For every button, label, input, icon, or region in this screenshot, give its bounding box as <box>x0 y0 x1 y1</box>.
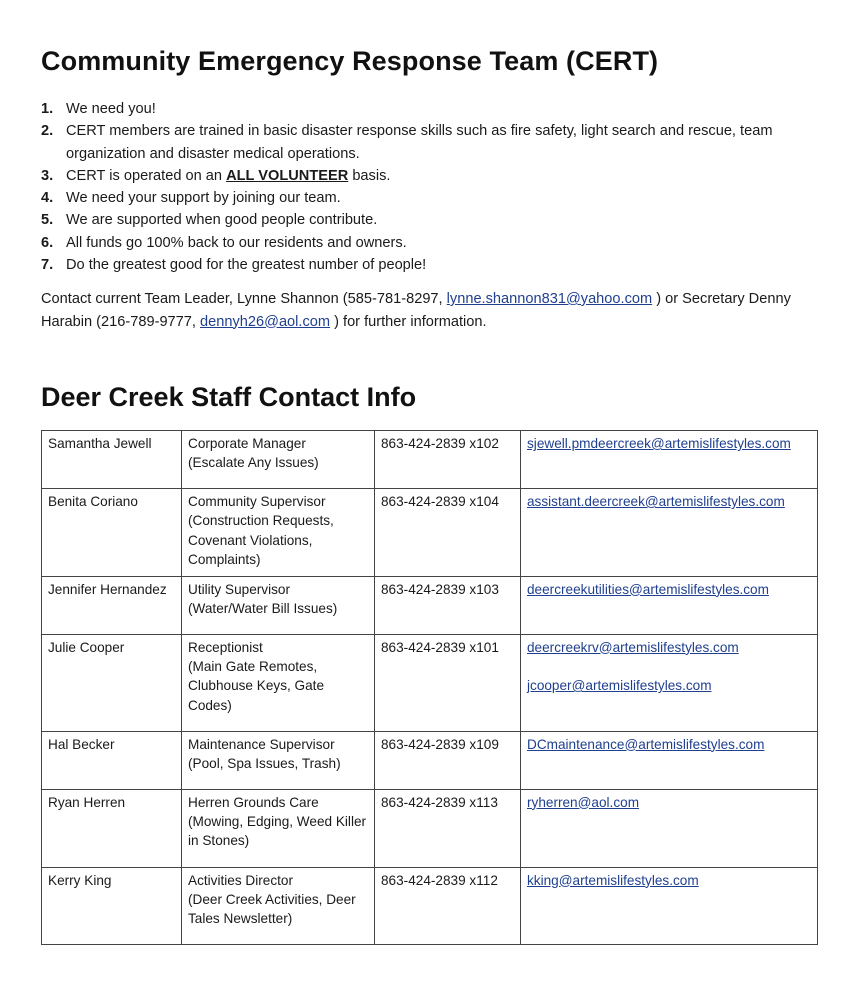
staff-duties: (Water/Water Bill Issues) <box>188 601 338 617</box>
staff-email-cell <box>521 789 818 867</box>
staff-email-link[interactable]: sjewell.pmdeercreek@artemislifestyles.com <box>527 436 791 451</box>
staff-email-cell <box>521 489 818 577</box>
cert-contact-paragraph: Contact current Team Leader, Lynne Shannon (585-781-8297, lynne.shannon831@yahoo.com ) or Secretary Denny Harabin (216-789-9777, dennyh26@aol.com ) for further information. <box>41 291 791 330</box>
staff-email-cell <box>521 576 818 634</box>
list-item: 7. Do the greatest good for the greatest number of people! <box>41 257 427 274</box>
staff-name: Julie Cooper <box>42 634 182 731</box>
lynne-email-link[interactable]: lynne.shannon831@yahoo.com <box>446 291 653 307</box>
staff-email-link[interactable]: deercreekutilities@artemislifestyles.com <box>527 581 769 597</box>
staff-role: Utility Supervisor <box>188 581 290 597</box>
table-row <box>42 431 818 489</box>
table-row <box>42 489 818 577</box>
cert-title: Community Emergency Response Team (CERT) <box>41 46 659 76</box>
staff-duties: (Pool, Spa Issues, Trash) <box>188 756 341 772</box>
staff-duties: (Main Gate Remotes, Clubhouse Keys, Gate Codes) <box>188 659 325 713</box>
staff-role-cell <box>182 489 375 577</box>
staff-phone: 863-424-2839 x112 <box>375 867 521 944</box>
staff-role: Community Supervisor <box>188 494 326 509</box>
cert-list <box>41 98 821 276</box>
staff-email-link[interactable]: ryherren@aol.com <box>527 794 640 810</box>
staff-role-cell <box>182 731 375 789</box>
staff-email-link[interactable]: deercreekrv@artemislifestyles.com <box>527 639 739 655</box>
staff-phone: 863-424-2839 x102 <box>375 431 521 489</box>
staff-email-link[interactable]: jcooper@artemislifestyles.com <box>527 678 712 694</box>
table-row <box>42 867 818 944</box>
list-item: 1. We need you! <box>41 101 156 117</box>
all-volunteer-emphasis: ALL VOLUNTEER <box>226 167 349 184</box>
staff-email-cell <box>521 431 818 489</box>
list-item: 2. CERT members are trained in basic disaster response skills such as fire safety, light search and rescue, team organization and disaster medical operations. <box>41 123 773 162</box>
staff-phone: 863-424-2839 x101 <box>375 634 521 731</box>
list-item: 3. CERT is operated on an ALL VOLUNTEER basis. <box>41 167 391 184</box>
staff-email-cell <box>521 634 818 731</box>
staff-role-cell <box>182 634 375 731</box>
staff-phone: 863-424-2839 x109 <box>375 731 521 789</box>
staff-phone: 863-424-2839 x113 <box>375 789 521 867</box>
staff-duties: (Construction Requests, Covenant Violations, Complaints) <box>188 513 334 568</box>
staff-email-cell <box>521 867 818 944</box>
staff-role: Activities Director <box>188 872 293 888</box>
staff-duties: (Deer Creek Activities, Deer Tales Newsletter) <box>188 892 356 927</box>
staff-role-cell <box>182 576 375 634</box>
staff-phone: 863-424-2839 x103 <box>375 576 521 634</box>
staff-email-link[interactable]: kking@artemislifestyles.com <box>527 872 699 888</box>
staff-email-link[interactable]: DCmaintenance@artemislifestyles.com <box>527 736 765 752</box>
staff-email-link[interactable]: assistant.deercreek@artemislifestyles.com <box>527 494 785 509</box>
staff-name: Hal Becker <box>42 731 182 789</box>
table-row <box>42 789 818 867</box>
staff-name: Kerry King <box>42 867 182 944</box>
denny-email-link[interactable]: dennyh26@aol.com <box>200 313 331 330</box>
staff-role: Herren Grounds Care <box>188 794 319 810</box>
table-row <box>42 731 818 789</box>
staff-role: Corporate Manager <box>188 436 306 451</box>
staff-name: Samantha Jewell <box>42 431 182 489</box>
staff-role-cell <box>182 789 375 867</box>
staff-duties: (Mowing, Edging, Weed Killer in Stones) <box>188 814 367 849</box>
list-item: 6. All funds go 100% back to our residents and owners. <box>41 234 407 251</box>
staff-name: Jennifer Hernandez <box>42 576 182 634</box>
table-row <box>42 576 818 634</box>
staff-title: Deer Creek Staff Contact Info <box>41 382 417 412</box>
staff-name: Benita Coriano <box>42 489 182 577</box>
staff-role-cell <box>182 867 375 944</box>
staff-name: Ryan Herren <box>42 789 182 867</box>
staff-role: Maintenance Supervisor <box>188 736 335 752</box>
staff-duties: (Escalate Any Issues) <box>188 455 319 471</box>
staff-role-cell <box>182 431 375 489</box>
list-item: 4. We need your support by joining our team. <box>41 190 341 207</box>
list-item: 5. We are supported when good people contribute. <box>41 212 378 229</box>
table-row <box>42 634 818 731</box>
staff-email-cell <box>521 731 818 789</box>
staff-phone: 863-424-2839 x104 <box>375 489 521 577</box>
staff-contact-table <box>41 430 818 945</box>
staff-role: Receptionist <box>188 639 263 655</box>
